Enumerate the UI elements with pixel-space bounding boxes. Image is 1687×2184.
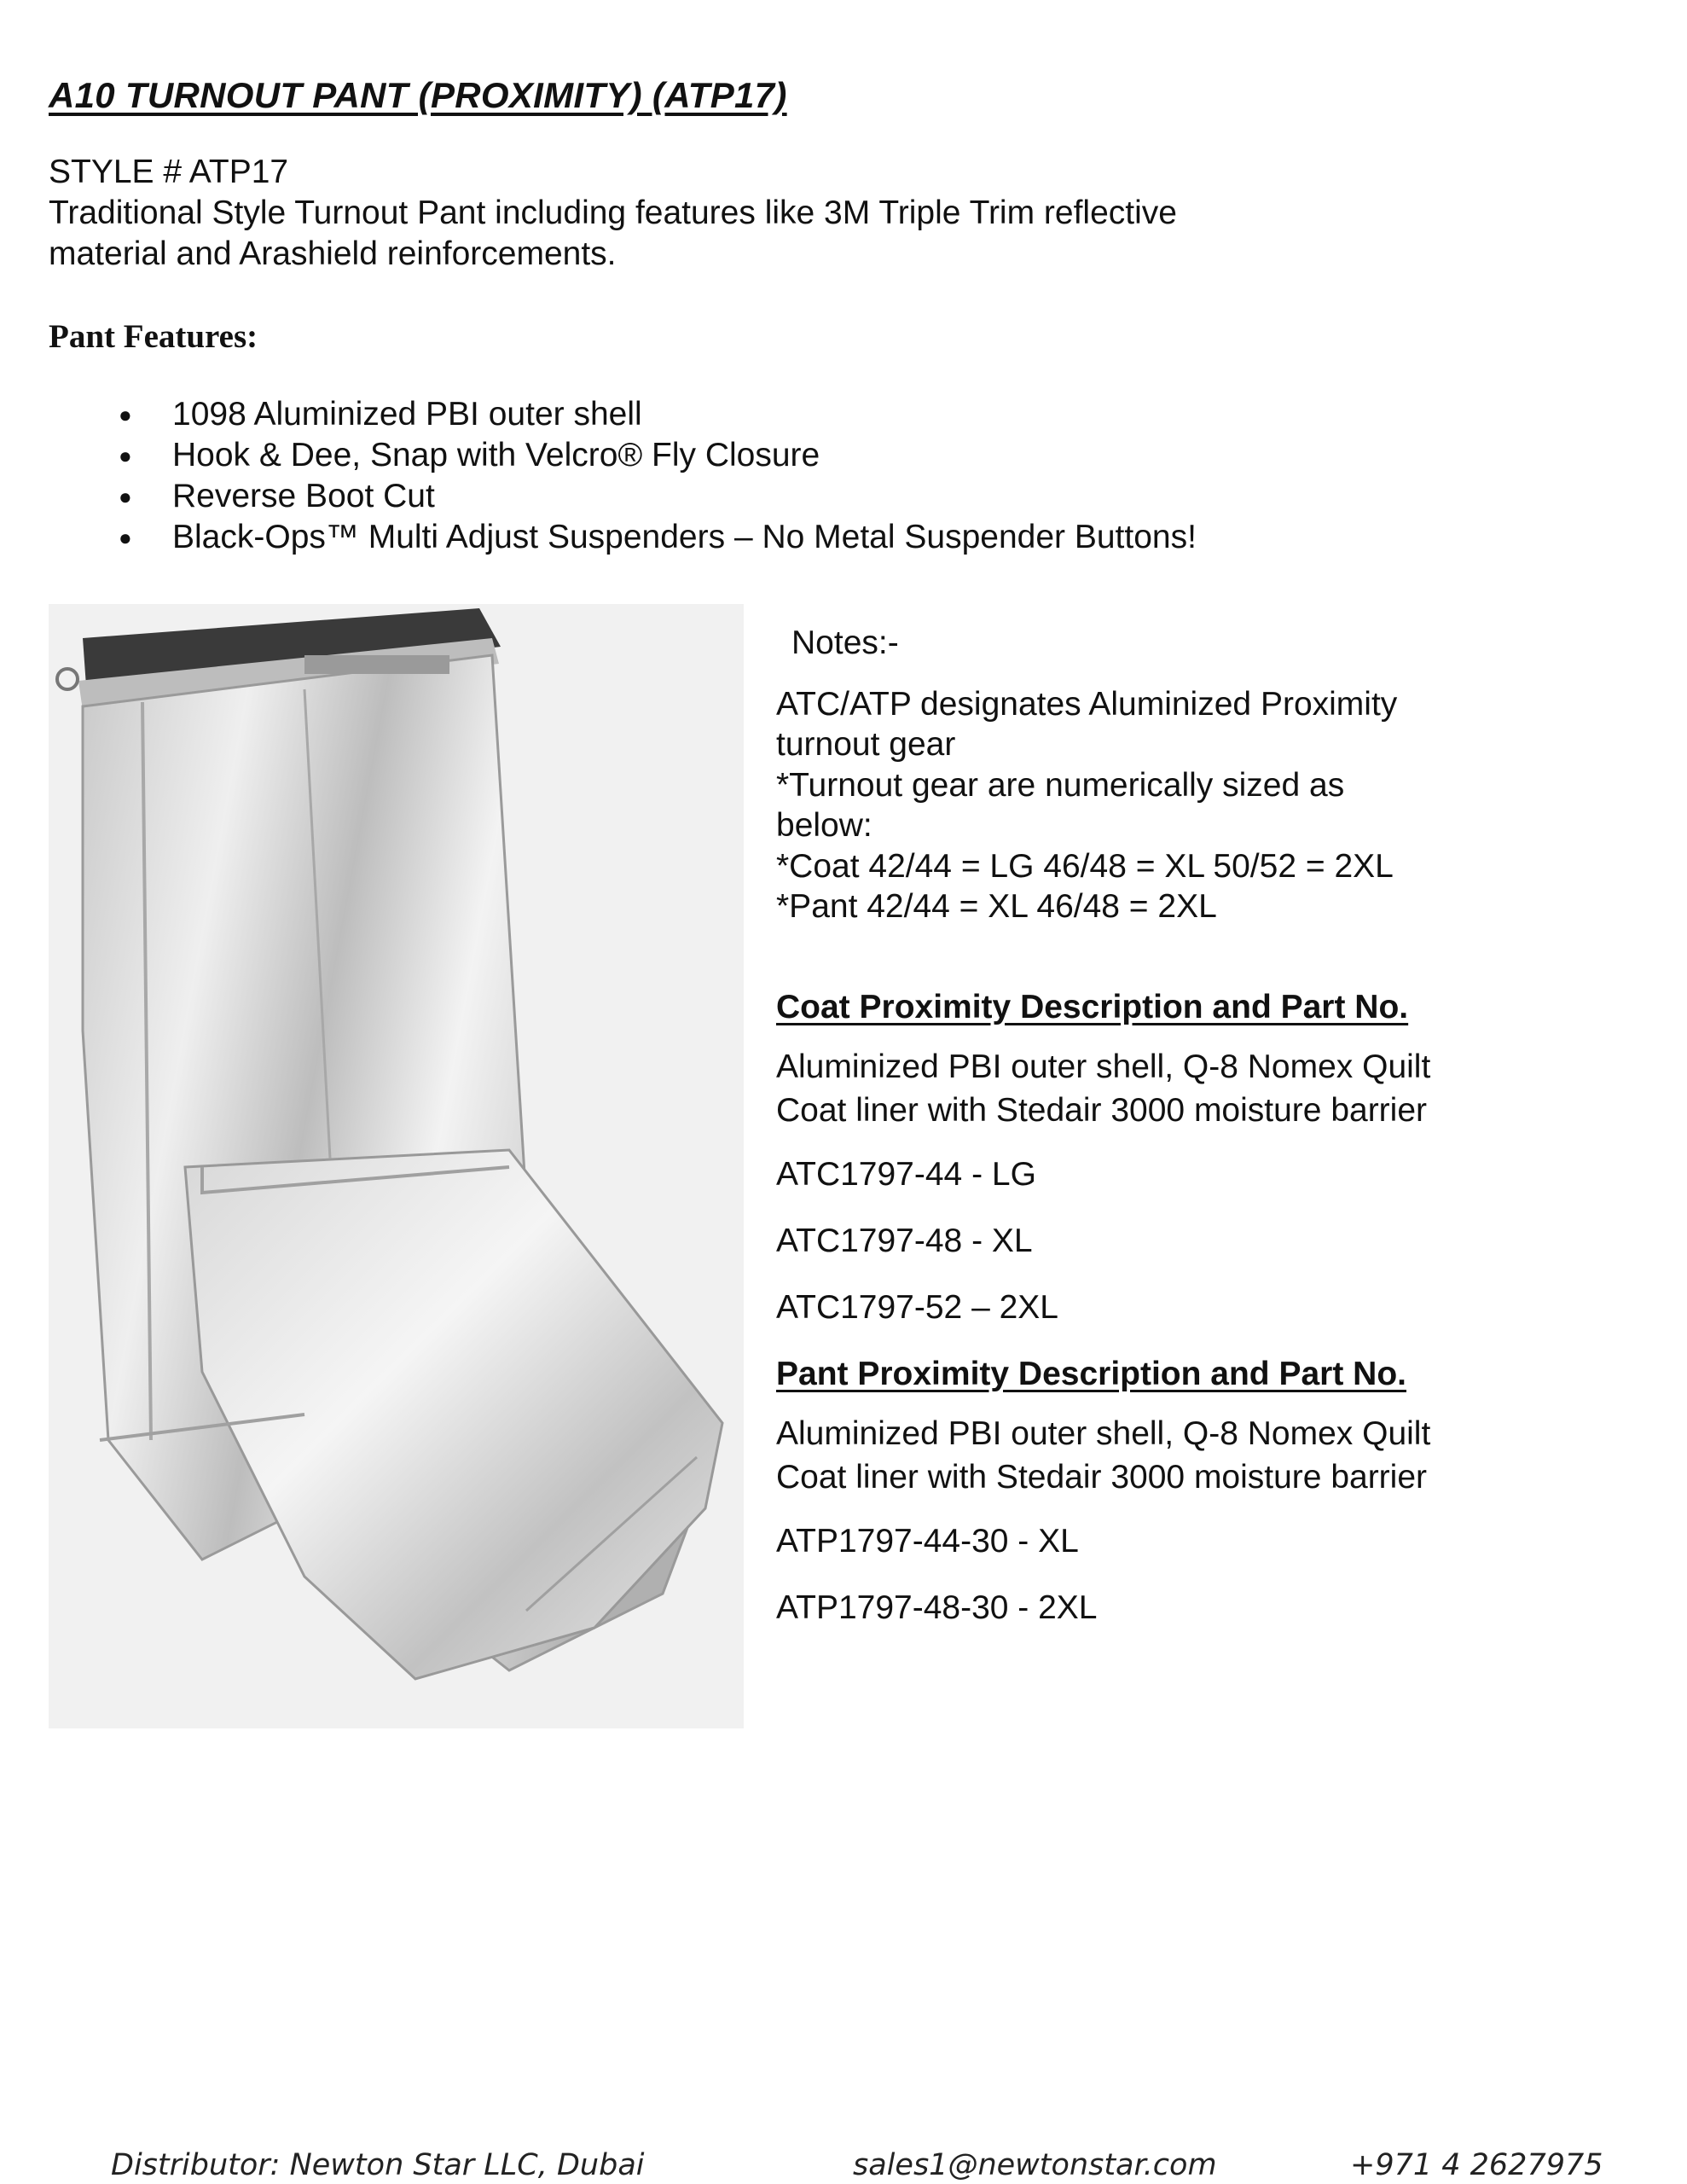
pant-section-heading: Pant Proximity Description and Part No. — [776, 1355, 1406, 1392]
bullet-icon: ● — [119, 484, 132, 509]
aluminized-pant-icon — [49, 604, 744, 1728]
feature-text: Reverse Boot Cut — [172, 478, 435, 514]
bullet-icon: ● — [119, 402, 132, 427]
email-link[interactable]: sales1@newtonstar.com — [853, 2148, 1217, 2182]
note-line: *Turnout gear are numerically sized as — [776, 766, 1345, 804]
coat-description — [776, 1045, 1629, 1132]
coat-part-number: ATC1797-48 - XL — [776, 1222, 1033, 1259]
bullet-icon: ● — [119, 443, 132, 468]
notes-panel — [776, 623, 1629, 1654]
sizing-notes — [776, 684, 1629, 927]
style-number: STYLE # ATP17 — [49, 154, 289, 190]
intro-line: Traditional Style Turnout Pant including features like 3M Triple Trim reflective — [49, 195, 1177, 231]
phone-number: +971 4 2627975 — [1350, 2148, 1603, 2182]
note-line: *Pant 42/44 = XL 46/48 = 2XL — [776, 888, 1217, 925]
description-line: Coat liner with Stedair 3000 moisture barrier — [776, 1458, 1428, 1496]
distributor-text: Distributor: Newton Star LLC, Dubai — [111, 2148, 645, 2182]
bullet-icon: ● — [119, 525, 132, 550]
intro — [49, 152, 1584, 275]
coat-part-number: ATC1797-44 - LG — [776, 1155, 1036, 1193]
product-photo — [49, 604, 744, 1728]
feature-text: Hook & Dee, Snap with Velcro® Fly Closure — [172, 437, 820, 473]
pant-description — [776, 1412, 1629, 1499]
notes-label: Notes:- — [791, 624, 899, 661]
intro-line: material and Arashield reinforcements. — [49, 235, 617, 272]
features-heading: Pant Features: — [49, 318, 258, 355]
description-line: Aluminized PBI outer shell, Q-8 Nomex Quilt — [776, 1414, 1431, 1452]
pant-part-number: ATP1797-44-30 - XL — [776, 1522, 1079, 1560]
description-line: Coat liner with Stedair 3000 moisture barrier — [776, 1091, 1428, 1129]
footer — [0, 2148, 1687, 2184]
pant-part-number: ATP1797-48-30 - 2XL — [776, 1589, 1098, 1626]
coat-section-heading: Coat Proximity Description and Part No. — [776, 988, 1409, 1025]
feature-text: Black-Ops™ Multi Adjust Suspenders – No Metal Suspender Buttons! — [172, 519, 1197, 555]
note-line: below: — [776, 807, 872, 844]
note-line: *Coat 42/44 = LG 46/48 = XL 50/52 = 2XL — [776, 847, 1394, 885]
feature-text: 1098 Aluminized PBI outer shell — [172, 396, 642, 433]
description-line: Aluminized PBI outer shell, Q-8 Nomex Quilt — [776, 1048, 1431, 1085]
note-line: ATC/ATP designates Aluminized Proximity — [776, 685, 1398, 723]
coat-part-number: ATC1797-52 – 2XL — [776, 1288, 1058, 1326]
note-line: turnout gear — [776, 726, 956, 763]
page-title: A10 TURNOUT PANT (PROXIMITY) (ATP17) — [49, 75, 787, 115]
